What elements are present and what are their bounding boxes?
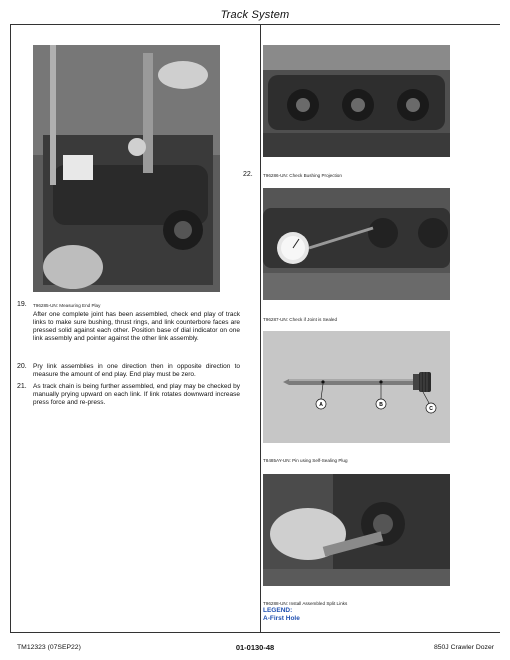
- legend-item-a: A-First Hole: [263, 615, 300, 622]
- photo-check-joint-sealed: [263, 188, 450, 300]
- photo-check-bushing-projection: [263, 45, 450, 157]
- callout-c: C: [429, 406, 433, 412]
- step-20-text: Pry link assemblies in one direction then in opposite direction to measure the amount of end play. End play must be zero.: [33, 363, 240, 378]
- caption-check-joint: T96287-UN: Check if Joint is Sealed: [263, 317, 338, 322]
- step-20-number: 20.: [17, 363, 27, 370]
- footer-model: 850J Crawler Dozer: [433, 644, 494, 651]
- caption-measuring-end-play: T96285-UN: Measuring End Play: [33, 303, 101, 308]
- photo-measuring-end-play: [33, 45, 220, 292]
- column-divider: [260, 24, 261, 632]
- page-title: Track System: [220, 9, 290, 21]
- step-19-number: 19.: [17, 301, 27, 308]
- step-21-text: As track chain is being further assembled, end play may be checked by manually prying upward on each link. If link rotates downward increase press force and re-press.: [33, 383, 240, 406]
- footer-page-number: 01-0130-48: [235, 643, 275, 652]
- callout-b: B: [379, 402, 383, 408]
- caption-split-links: T96288-UN: Install Assembled Split Links: [263, 601, 348, 606]
- caption-pin-plug: T8485AY-UN: Pin using Self-Sealing Plug: [263, 458, 348, 463]
- header-divider: [10, 24, 500, 25]
- caption-check-bushing: T96286-UN: Check Bushing Projection: [263, 173, 342, 178]
- left-border: [10, 24, 11, 632]
- footer-divider: [10, 632, 500, 633]
- legend-title: LEGEND:: [263, 607, 293, 614]
- photo-pin-self-sealing-plug: [263, 331, 450, 443]
- photo-install-split-links: [263, 474, 450, 586]
- footer-doc-id: TM12323 (07SEP22): [17, 644, 81, 651]
- step-22-number: 22.: [243, 171, 253, 178]
- step-19-text: After one complete joint has been assembled, check end play of track links to make sure bushing, thrust rings, and link counterbore faces are pressed solid against each other. Position base of dial indicator on one link assembly and pointer against the other link assembly.: [33, 311, 240, 342]
- step-21-number: 21.: [17, 383, 27, 390]
- callout-a: A: [319, 402, 323, 408]
